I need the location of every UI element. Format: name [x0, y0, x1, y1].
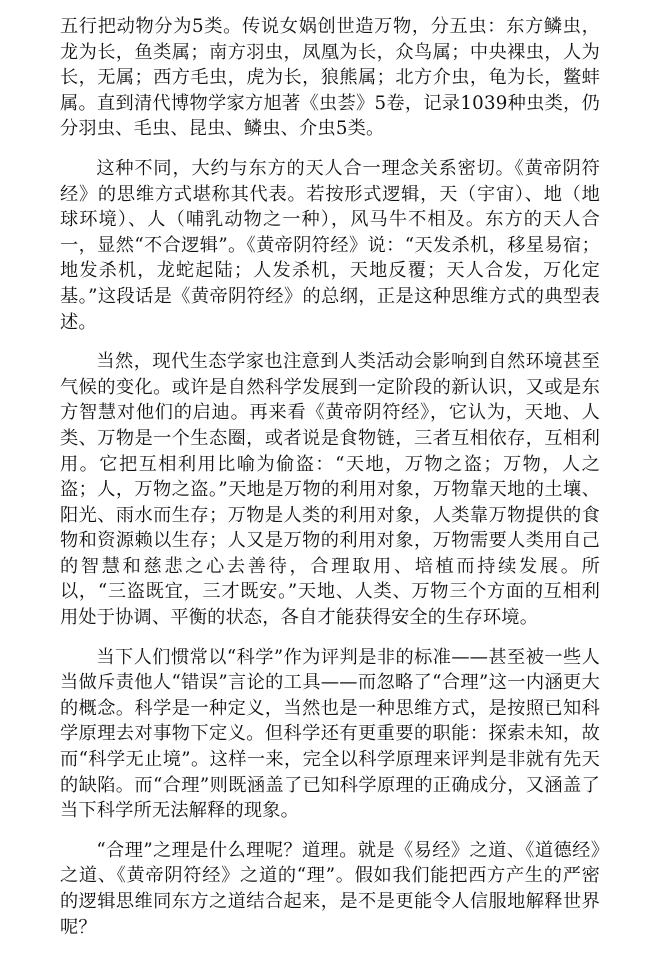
paragraph-heaven-human-unity: 这种不同，大约与东方的天人合一理念关系密切。《黄帝阴符经》的思维方式堪称其代表。若按形式逻辑，天（宇宙）、地（地球环境）、人（哺乳动物之一种），风马牛不相及。东方的天人合一，显然“不合逻辑”。《黄帝阴符经》说：“天发杀机，移星易宿；地发杀机，龙蛇起陆；人发杀机，天地反覆；天人合发，万化定基。”这段话是《黄帝阴符经》的总纲，正是这种思维方式的典型表述。	[60, 157, 600, 333]
document-page	[60, 14, 600, 954]
paragraph-ecology: 当然，现代生态学家也注意到人类活动会影响到自然环境甚至气候的变化。或许是自然科学发展到一定阶段的新认识，又或是东方智慧对他们的启迪。再来看《黄帝阴符经》，它认为，天地、人类、万物是一个生态圈，或者说是食物链，三者互相依存，互相利用。它把互相利用比喻为偷盗：“天地，万物之盗；万物，人之盗；人，万物之盗。”天地是万物的利用对象，万物靠天地的土壤、阳光、雨水而生存；万物是人类的利用对象，人类靠万物提供的食物和资源赖以生存；人又是万物的利用对象，万物需要人类用自己的智慧和慈悲之心去善待，合理取用、培植而持续发展。所以，“三盗既宜，三才既安。”天地、人类、万物三个方面的互相利用处于协调、平衡的状态，各自才能获得安全的生存环境。	[60, 351, 600, 629]
paragraph-five-insects: 五行把动物分为5类。传说女娲创世造万物，分五虫：东方鳞虫，龙为长，鱼类属；南方羽虫，凤凰为长，众鸟属；中央裸虫，人为长，无属；西方毛虫，虎为长，狼熊属；北方介虫，龟为长，鳖蚌属。直到清代博物学家方旭著《虫荟》5卷，记录1039种虫类，仍分羽虫、毛虫、昆虫、鳞虫、介虫5类。	[60, 16, 600, 140]
paragraph-principle: “合理”之理是什么理呢？道理。就是《易经》之道、《道德经》之道、《黄帝阴符经》之道的“理”。假如我们能把西方产生的严密的逻辑思维同东方之道结合起来，是不是更能令人信服地解释世界呢？	[60, 839, 600, 938]
paragraph-science-vs-reason: 当下人们惯常以“科学”作为评判是非的标准——甚至被一些人当做斥责他人“错误”言论的工具——而忽略了“合理”这一内涵更大的概念。科学是一种定义，当然也是一种思维方式，是按照已知科学原理去对事物下定义。但科学还有更重要的职能：探索未知，故而“科学无止境”。这样一来，完全以科学原理来评判是非就有先天的缺陷。而“合理”则既涵盖了已知科学原理的正确成分，又涵盖了当下科学所无法解释的现象。	[60, 646, 600, 822]
